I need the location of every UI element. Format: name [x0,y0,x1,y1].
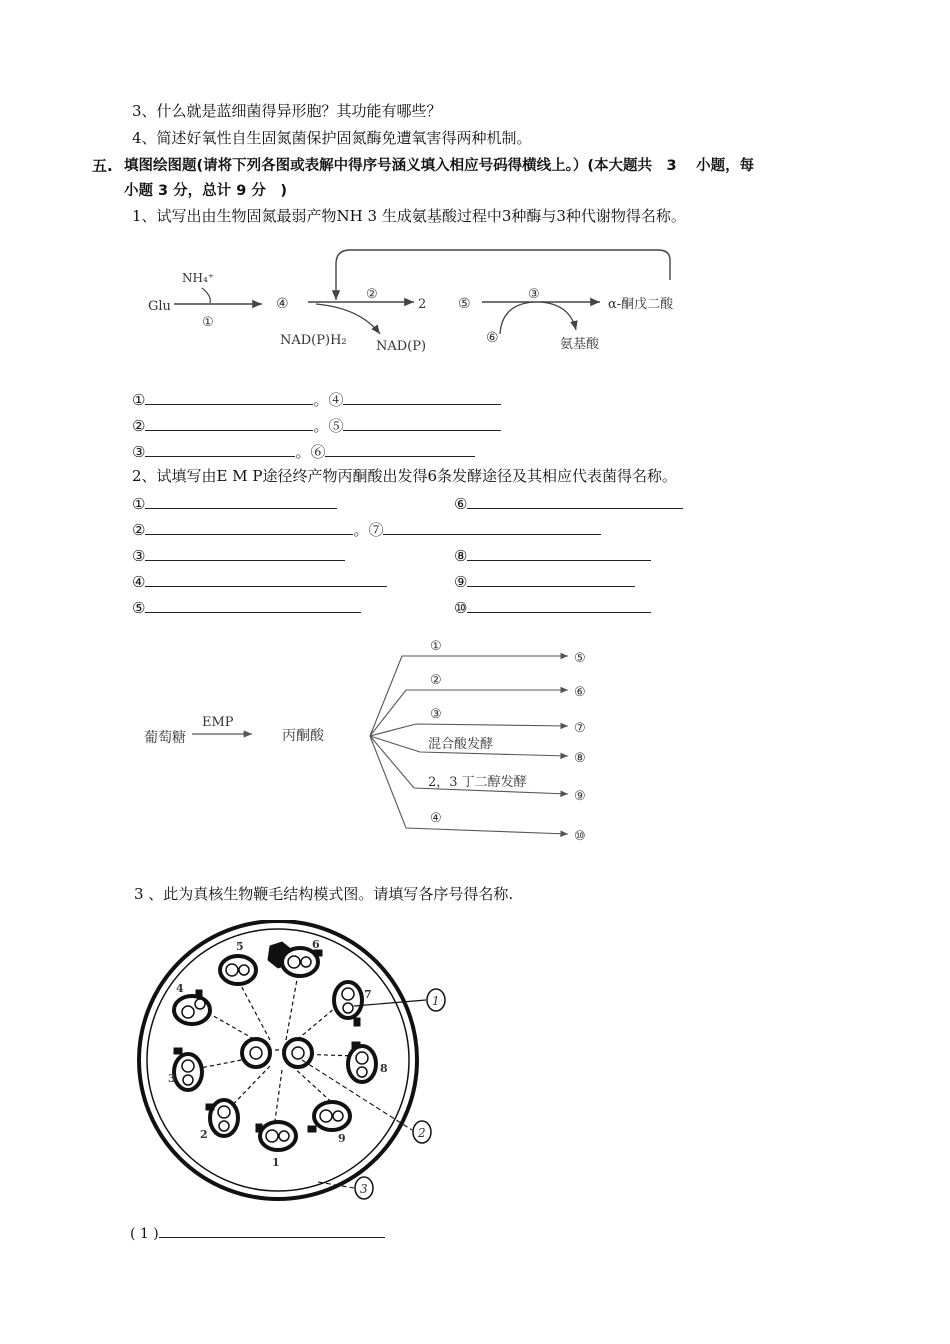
amino-curve [540,302,576,330]
answer-blank[interactable] [467,494,683,509]
akg-label: α-酮戊二酸 [608,297,674,312]
doublet-2 [206,1100,238,1136]
q2-prompt: 2、试填写由E M P途径终产物丙酮酸出发得6条发酵途径及其相应代表菌得名称。 [132,467,678,485]
answer-blank[interactable] [145,442,295,457]
section-title-line1: 填图绘图题(请将下列各图或表解中得序号涵义填入相应号码得横线上。）(本大题共 3 小题，每 [124,158,755,174]
blank-label: ⑤ [132,599,146,617]
doublet-number-9: 9 [338,1132,346,1145]
pyruvate-fermentation-diagram [130,630,600,855]
amino-label: 氨基酸 [560,337,600,352]
target-9: ⑨ [574,789,586,804]
c3-label: ③ [528,287,540,302]
q2-blank-left-4 [132,572,387,592]
callout-1-label: 1 [432,994,440,1008]
answer-blank[interactable] [343,416,501,431]
c5-label: ⑤ [458,296,471,312]
section-title-line2: 小题 3 分，总计 9 分 ) [124,183,287,199]
blank-label: 。⑥ [295,443,326,461]
answer-blank[interactable] [467,546,651,561]
q2-blank-right-5 [454,598,651,618]
answer-blank[interactable] [159,1223,385,1238]
branch-label-1: ① [430,639,442,654]
blank-label: ⑨ [454,573,468,591]
central-tubule-right [284,1039,312,1067]
nitrogen-assimilation-diagram [130,238,710,368]
section-number: 五. [92,157,113,175]
c2-label: ② [366,287,378,302]
blank-label: ② [132,521,146,539]
doublet-number-6: 6 [312,938,320,951]
blank-label: 。⑤ [313,417,344,435]
q2-blank-right-3 [454,546,651,566]
doublet-4 [174,990,210,1024]
answer-blank[interactable] [145,416,313,431]
answer-blank[interactable] [325,442,475,457]
target-7: ⑦ [574,721,586,736]
mixed-acid-label: 混合酸发酵 [428,737,494,752]
q1-blank-row-2 [132,416,501,436]
nadph2-label: NAD(P)H₂ [280,333,347,348]
q1-blank-row-1 [132,390,501,410]
q2-blank-left-5 [132,598,361,618]
c4-label: ④ [276,296,289,312]
pyruvate-label: 丙酮酸 [282,728,324,744]
answer-blank[interactable] [467,572,635,587]
q1-blank-row-3 [132,442,475,462]
blank-label: ④ [132,573,146,591]
branch-label-4: ④ [430,811,442,826]
answer-blank[interactable] [145,598,361,613]
q3-answer-row-1 [130,1223,385,1244]
doublet-number-2: 2 [200,1128,208,1141]
branch-1 [370,656,568,736]
answer-blank[interactable] [343,390,501,405]
central-tubule-left [242,1039,270,1067]
blank-label: ② [132,417,146,435]
return-loop [336,250,670,300]
q3-prompt: 3 、此为真核生物鞭毛结构模式图。请填写各序号得名称. [134,885,514,903]
doublet-number-3: 3 [168,1072,176,1085]
q2-blank-left-3 [132,546,345,566]
target-10: ⑩ [574,829,586,844]
glu-label: Glu [148,299,171,314]
answer-blank[interactable] [145,572,387,587]
blank-label: ⑥ [454,495,468,513]
callout-3-label: 3 [360,1182,368,1196]
answer-blank[interactable] [145,494,337,509]
nh4-curve [202,288,210,303]
q1-prompt: 1、试写出由生物固氮最弱产物NH 3 生成氨基酸过程中3种酶与3种代谢物得名称。 [132,207,686,225]
blank-label: ⑧ [454,547,468,565]
blank-label: ① [132,495,146,513]
blank-label: ① [132,391,146,409]
branch-3 [370,724,568,736]
blank-label: 。⑦ [353,521,384,539]
glucose-label: 葡萄糖 [144,730,186,746]
doublet-9 [308,1102,350,1132]
doublet-number-7: 7 [364,988,372,1001]
q2-blank-left-1 [132,494,337,514]
answer-blank[interactable] [145,546,345,561]
doublet-1 [256,1122,296,1150]
two-label: 2 [418,297,427,312]
emp-label: EMP [202,715,234,730]
answer-blank[interactable] [145,390,313,405]
target-8: ⑧ [574,751,586,766]
nh4-label: NH₄⁺ [182,271,215,285]
butanediol-label: 2，3 丁二醇发酵 [428,775,527,790]
branch-label-2: ② [430,673,442,688]
blank-label: ⑩ [454,599,468,617]
callout-2-label: 2 [418,1126,426,1140]
c6-label: ⑥ [486,330,499,346]
question-item-3: 3、什么就是蓝细菌得异形胞？其功能有哪些？ [132,102,442,120]
target-6: ⑥ [574,685,586,700]
blank-label: ③ [132,443,146,461]
flagellum-cross-section-diagram [130,920,460,1205]
doublet-8 [348,1042,376,1082]
doublet-3 [174,1048,202,1090]
blank-label: 。④ [313,391,344,409]
question-item-4: 4、简述好氧性自生固氮菌保护固氮酶免遭氧害得两种机制。 [132,129,532,147]
q2-blank-right-1 [454,494,683,514]
answer-blank[interactable] [383,520,601,535]
branch-2 [370,690,568,736]
answer-label: ( 1 ) [130,1226,159,1242]
doublet-5 [220,956,256,984]
answer-blank[interactable] [145,520,353,535]
c6-curve [500,302,534,334]
doublet-number-5: 5 [236,940,244,953]
nadp-label: NAD(P) [376,339,427,354]
doublet-number-4: 4 [176,982,184,995]
nadph-curve [316,304,380,334]
doublet-7 [334,982,362,1026]
doublet-number-1: 1 [272,1156,280,1169]
c1-label: ① [202,315,214,330]
q2-blank-left-2 [132,520,601,540]
answer-blank[interactable] [467,598,651,613]
branch-label-3: ③ [430,707,442,722]
target-5: ⑤ [574,651,586,666]
blank-label: ③ [132,547,146,565]
doublet-number-8: 8 [380,1062,388,1075]
q2-blank-right-4 [454,572,635,592]
